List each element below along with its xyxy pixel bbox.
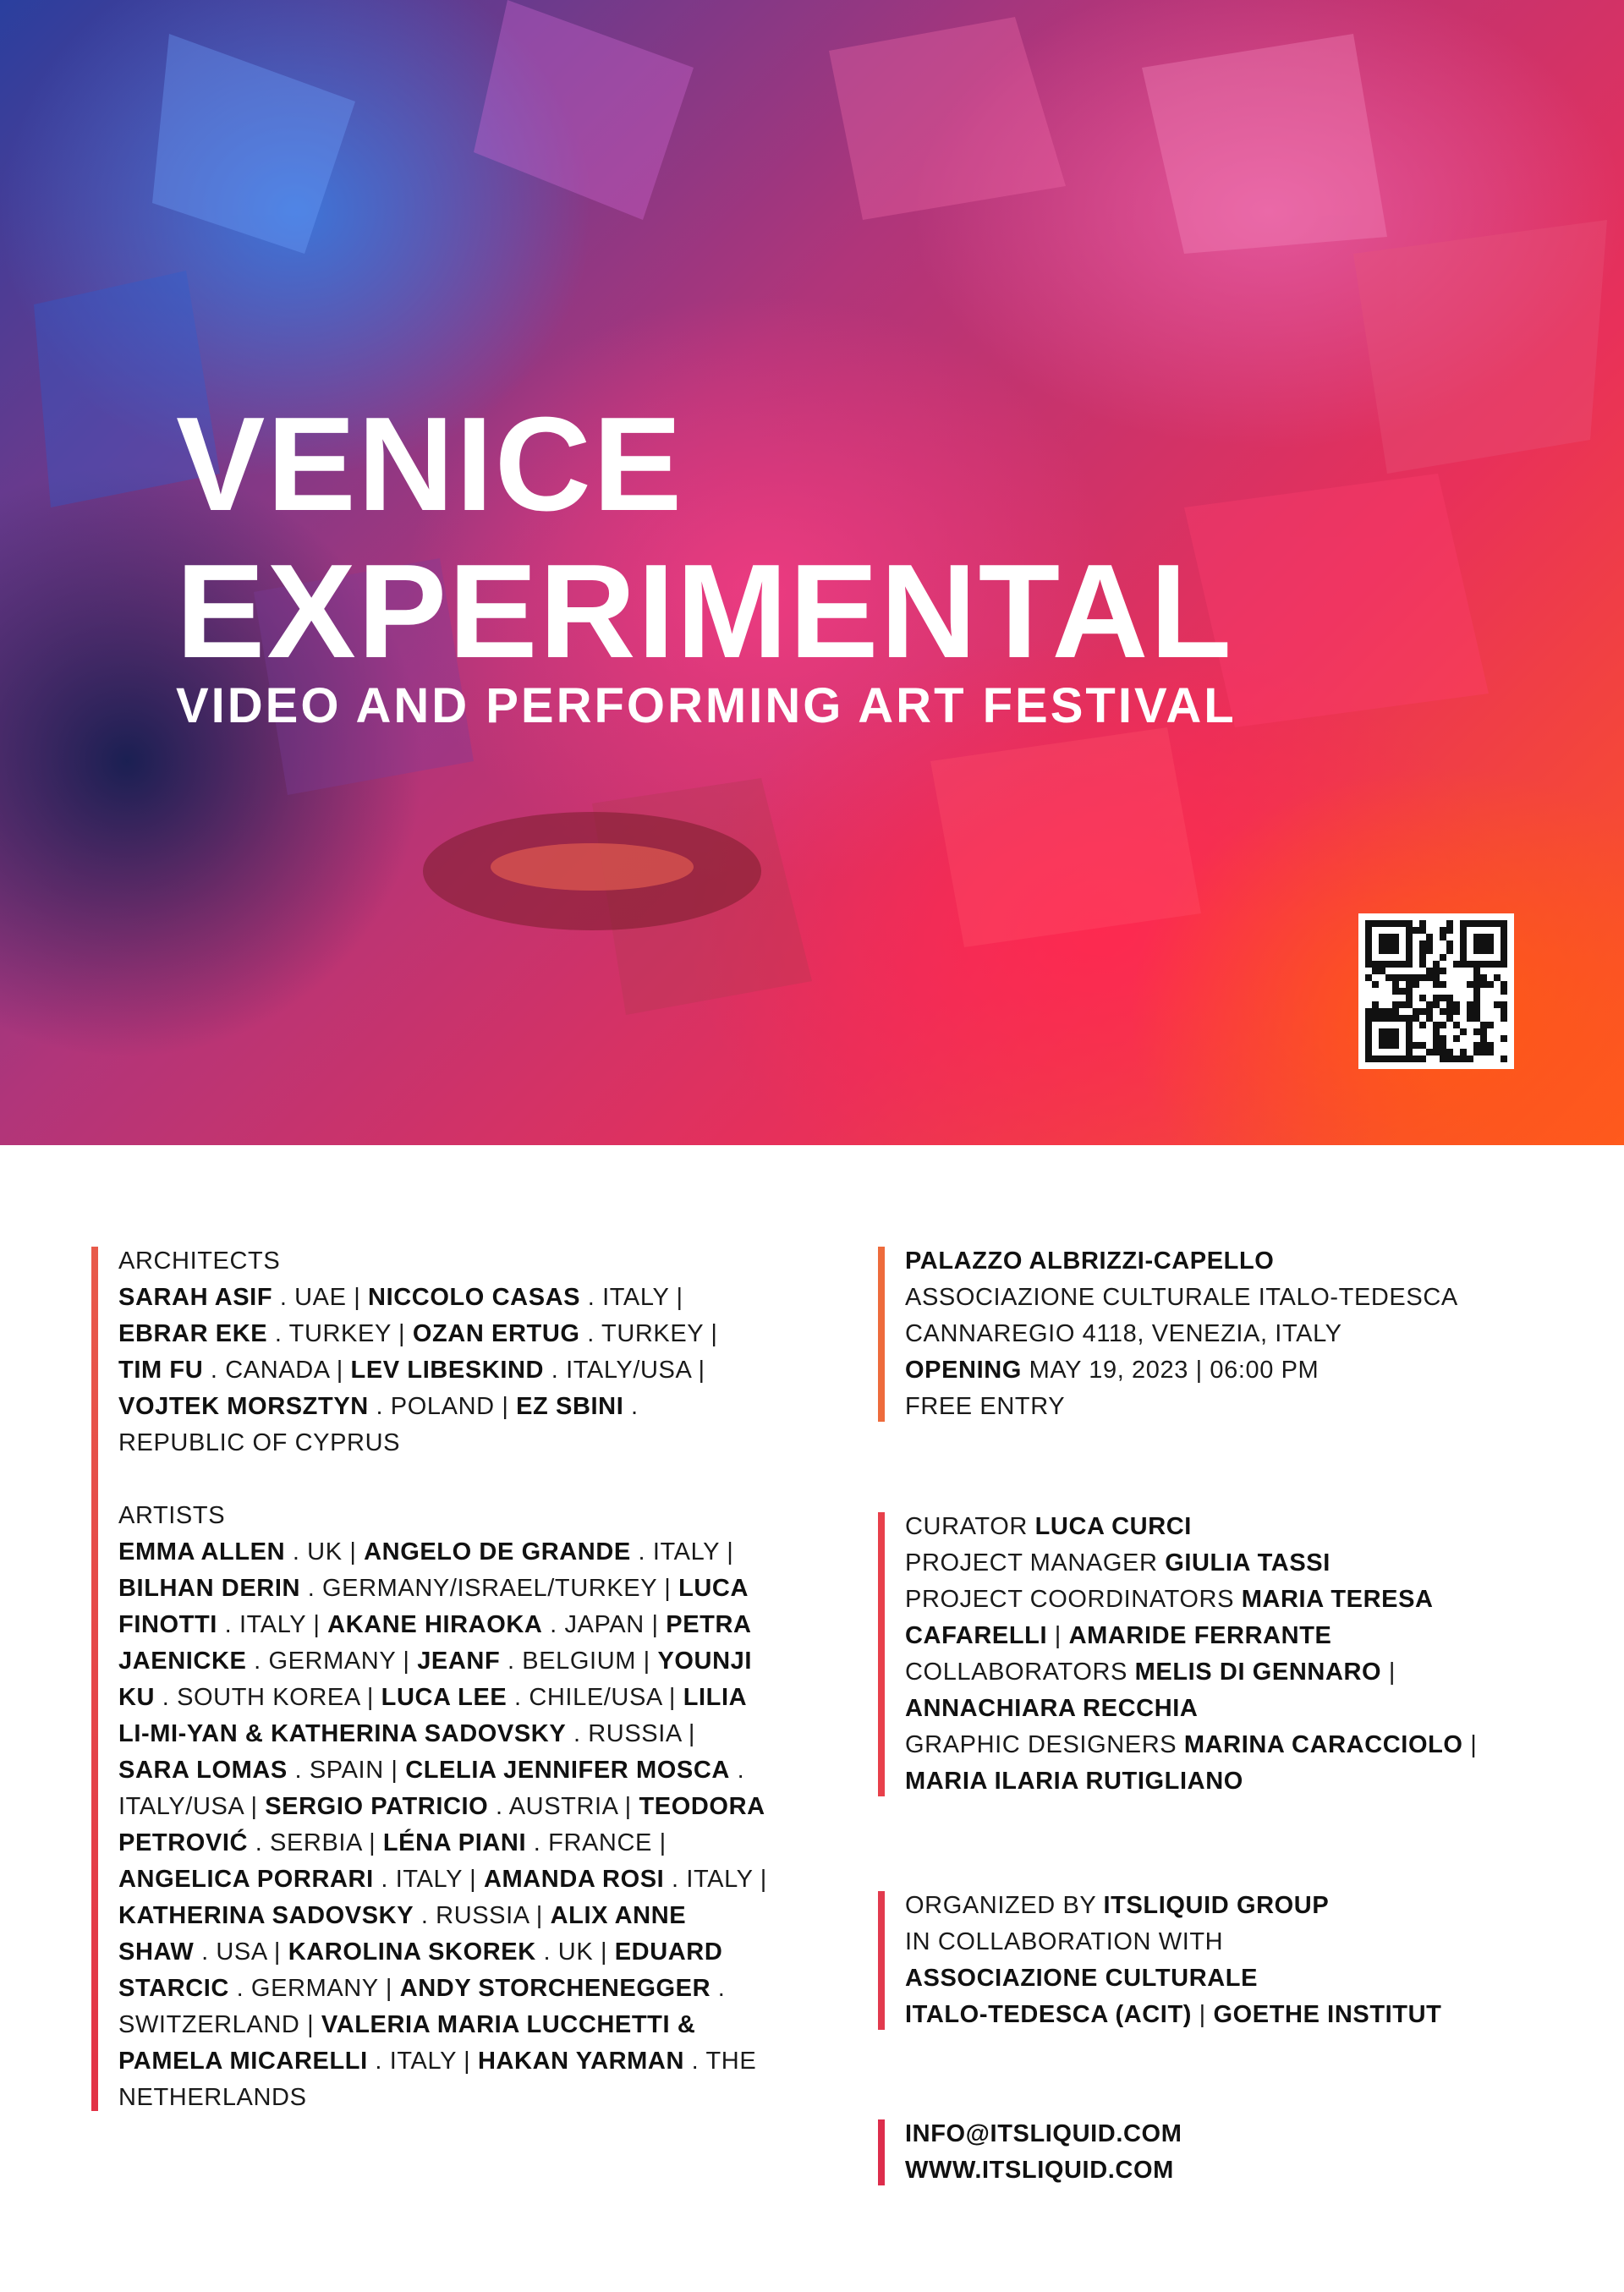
opening-label: OPENING — [905, 1357, 1022, 1384]
coord-name-1: MARIA TERESA — [1241, 1586, 1434, 1613]
artist-name: ANGELO DE GRANDE — [364, 1538, 631, 1565]
partner-name-1: ASSOCIAZIONE CULTURALE — [905, 1965, 1259, 1992]
architect-country: POLAND — [390, 1393, 495, 1420]
opening-date: MAY 19, 2023 | 06:00 PM — [1029, 1357, 1320, 1384]
artist-country: ITALY — [389, 2048, 457, 2075]
artists-label: ARTISTS — [118, 1502, 226, 1529]
collab-label: COLLABORATORS — [905, 1659, 1127, 1686]
artist-country: SOUTH KOREA — [177, 1684, 360, 1711]
organized-by-label: ORGANIZED BY — [905, 1892, 1096, 1919]
architect-name: NICCOLO CASAS — [368, 1284, 581, 1311]
coord-label: PROJECT COORDINATORS — [905, 1586, 1235, 1613]
artist-country: ITALY — [686, 1866, 754, 1893]
artist-country: GERMANY — [268, 1648, 396, 1675]
artist-country: FRANCE — [548, 1829, 652, 1856]
organizers-block: ORGANIZED BY ITSLIQUID GROUP IN COLLABORATION WITH ASSOCIAZIONE CULTURALE ITALO-TEDESCA (ACIT) | GOETHE INSTITUT — [878, 1888, 1572, 2033]
artist-country: USA — [216, 1938, 267, 1966]
architect-name: LEV LIBESKIND — [350, 1357, 545, 1384]
venue-name: PALAZZO ALBRIZZI-CAPELLO — [905, 1247, 1275, 1275]
artist-country: SERBIA — [270, 1829, 362, 1856]
architect-name: TIM FU — [118, 1357, 204, 1384]
partner-name-3: GOETHE INSTITUT — [1213, 2001, 1442, 2028]
hero-image — [0, 0, 1624, 1145]
designer-name-1: MARINA CARACCIOLO — [1183, 1731, 1463, 1758]
curator-name: LUCA CURCI — [1034, 1513, 1192, 1540]
artist-name: YOUNJI KU — [118, 1648, 753, 1711]
collab-name-2: ANNACHIARA RECCHIA — [905, 1695, 1199, 1722]
artist-country: CHILE/USA — [529, 1684, 662, 1711]
architect-name: EBRAR EKE — [118, 1320, 268, 1347]
artist-country: THE NETHERLANDS — [118, 2048, 757, 2111]
artist-country: AUSTRIA — [508, 1793, 618, 1820]
architect-country: TURKEY — [601, 1320, 704, 1347]
architect-name: VOJTEK MORSZTYN — [118, 1393, 369, 1420]
organizer-name: ITSLIQUID GROUP — [1103, 1892, 1330, 1919]
architect-name: OZAN ERTUG — [412, 1320, 580, 1347]
designer-name-2: MARIA ILARIA RUTIGLIANO — [905, 1768, 1243, 1795]
venue-block — [878, 1243, 1572, 1425]
artist-country: ITALY — [395, 1866, 463, 1893]
qr-code[interactable] — [1358, 913, 1514, 1069]
venue-address: CANNAREGIO 4118, VENEZIA, ITALY — [905, 1320, 1342, 1347]
architect-country: REPUBLIC OF CYPRUS — [118, 1429, 401, 1456]
artist-country: GERMANY — [250, 1975, 379, 2002]
artist-name: CLELIA JENNIFER MOSCA — [405, 1757, 730, 1784]
collab-name-1: MELIS DI GENNARO — [1134, 1659, 1382, 1686]
festival-title-line1: VENICE — [176, 390, 684, 539]
artist-country: SPAIN — [309, 1757, 384, 1784]
architect-country: ITALY/USA — [566, 1357, 691, 1384]
artist-name: ALIX ANNE SHAW — [118, 1902, 687, 1966]
partner-name-2: ITALO-TEDESCA (ACIT) — [905, 2001, 1193, 2028]
participants-column — [91, 1243, 768, 2116]
architect-name: SARAH ASIF — [118, 1284, 273, 1311]
artist-name: TEODORA PETROVIĆ — [118, 1793, 765, 1856]
artist-name: LILIA LI-MI-YAN & KATHERINA SADOVSKY — [118, 1684, 747, 1747]
curator-label: CURATOR — [905, 1513, 1028, 1540]
architect-country: ITALY — [602, 1284, 669, 1311]
artist-name: KATHERINA SADOVSKY — [118, 1902, 414, 1929]
architect-country: CANADA — [225, 1357, 330, 1384]
artist-name: BILHAN DERIN — [118, 1575, 301, 1602]
artist-name: JEANF — [417, 1648, 501, 1675]
artist-country: SWITZERLAND — [118, 2011, 300, 2038]
contact-block — [878, 2116, 1572, 2189]
artist-country: RUSSIA — [588, 1720, 682, 1747]
artist-name: AKANE HIRAOKA — [327, 1611, 543, 1638]
artist-country: UK — [307, 1538, 343, 1565]
artist-name: SERGIO PATRICIO — [265, 1793, 489, 1820]
artist-name: SARA LOMAS — [118, 1757, 288, 1784]
artists-list: EMMA ALLEN . UK | ANGELO DE GRANDE . ITALY | BILHAN DERIN . GERMANY/ISRAEL/TURKEY | LUCA FINOTTI . ITALY | AKANE HIRAOKA . JAPAN | PETRA JAENICKE . GERMANY | JEANF . BELGIUM | YOUNJI KU . SOUTH KOREA | LUCA LEE . CHILE/USA | LILIA LI-MI-YAN & KATHERINA SADOVSKY . RUSSIA | SARA LOMAS . SPAIN | CLELIA JENNIFER MOSCA . ITALY/USA | SERGIO PATRICIO . AUSTRIA | TEODORA PETROVIĆ . SERBIA | LÉNA PIANI . FRANCE | ANGELICA PORRARI . ITALY | AMANDA ROSI . ITALY | KATHERINA SADOVSKY . RUSSIA | ALIX ANNE SHAW . USA | KAROLINA SKOREK . UK | EDUARD STARCIC . GERMANY | ANDY STORCHENEGGER . SWITZERLAND | VALERIA MARIA LUCCHETTI & PAMELA MICARELLI . ITALY | HAKAN YARMAN . THE NETHERLANDS — [118, 1538, 767, 2111]
artist-name: VALERIA MARIA LUCCHETTI & PAMELA MICARELLI — [118, 2011, 696, 2075]
website-link[interactable]: WWW.ITSLIQUID.COM — [905, 2157, 1174, 2184]
collaboration-label: IN COLLABORATION WITH — [905, 1928, 1224, 1955]
artist-country: ITALY — [652, 1538, 720, 1565]
architect-country: UAE — [294, 1284, 347, 1311]
artist-country: ITALY — [239, 1611, 306, 1638]
artist-country: ITALY/USA — [118, 1793, 244, 1820]
festival-subtitle: VIDEO AND PERFORMING ART FESTIVAL — [176, 678, 1237, 733]
pm-name: GIULIA TASSI — [1165, 1549, 1330, 1576]
coord-name-2: AMARIDE FERRANTE — [1068, 1622, 1332, 1649]
architects-list: SARAH ASIF . UAE | NICCOLO CASAS . ITALY | EBRAR EKE . TURKEY | OZAN ERTUG . TURKEY | TIM FU . CANADA | LEV LIBESKIND . ITALY/USA | VOJTEK MORSZTYN . POLAND | EZ SBINI . REPUBLIC OF CYPRUS — [118, 1284, 718, 1456]
design-label: GRAPHIC DESIGNERS — [905, 1731, 1177, 1758]
artist-name: LÉNA PIANI — [382, 1829, 527, 1856]
entry-info: FREE ENTRY — [905, 1393, 1066, 1420]
artist-name: ANDY STORCHENEGGER — [399, 1975, 711, 2002]
artist-country: GERMANY/ISRAEL/TURKEY — [322, 1575, 657, 1602]
artist-name: PETRA JAENICKE — [118, 1611, 751, 1675]
architects-label: ARCHITECTS — [118, 1247, 281, 1275]
architect-name: EZ SBINI — [516, 1393, 624, 1420]
team-block: CURATOR LUCA CURCI PROJECT MANAGER GIULIA TASSI PROJECT COORDINATORS MARIA TERESA CAFARELLI | AMARIDE FERRANTE COLLABORATORS MELIS DI GENNARO | ANNACHIARA RECCHIA GRAPHIC DESIGNERS MARINA CARACCIOLO | MARIA ILARIA RUTIGLIANO — [878, 1509, 1572, 1800]
artist-name: LUCA LEE — [381, 1684, 508, 1711]
artist-country: BELGIUM — [522, 1648, 636, 1675]
email-link[interactable]: INFO@ITSLIQUID.COM — [905, 2120, 1182, 2147]
artist-country: JAPAN — [564, 1611, 645, 1638]
artist-name: EDUARD STARCIC — [118, 1938, 723, 2002]
coord-name-1b: CAFARELLI — [905, 1622, 1048, 1649]
artist-name: AMANDA ROSI — [483, 1866, 665, 1893]
artist-name: ANGELICA PORRARI — [118, 1866, 374, 1893]
artist-name: EMMA ALLEN — [118, 1538, 286, 1565]
architect-country: TURKEY — [288, 1320, 392, 1347]
artist-country: UK — [557, 1938, 594, 1966]
artist-name: LUCA FINOTTI — [118, 1575, 748, 1638]
pm-label: PROJECT MANAGER — [905, 1549, 1158, 1576]
artist-name: HAKAN YARMAN — [477, 2048, 685, 2075]
venue-association: ASSOCIAZIONE CULTURALE ITALO-TEDESCA — [905, 1284, 1458, 1311]
festival-title-line2: EXPERIMENTAL — [176, 537, 1234, 686]
artist-name: KAROLINA SKOREK — [288, 1938, 536, 1966]
artist-country: RUSSIA — [436, 1902, 529, 1929]
